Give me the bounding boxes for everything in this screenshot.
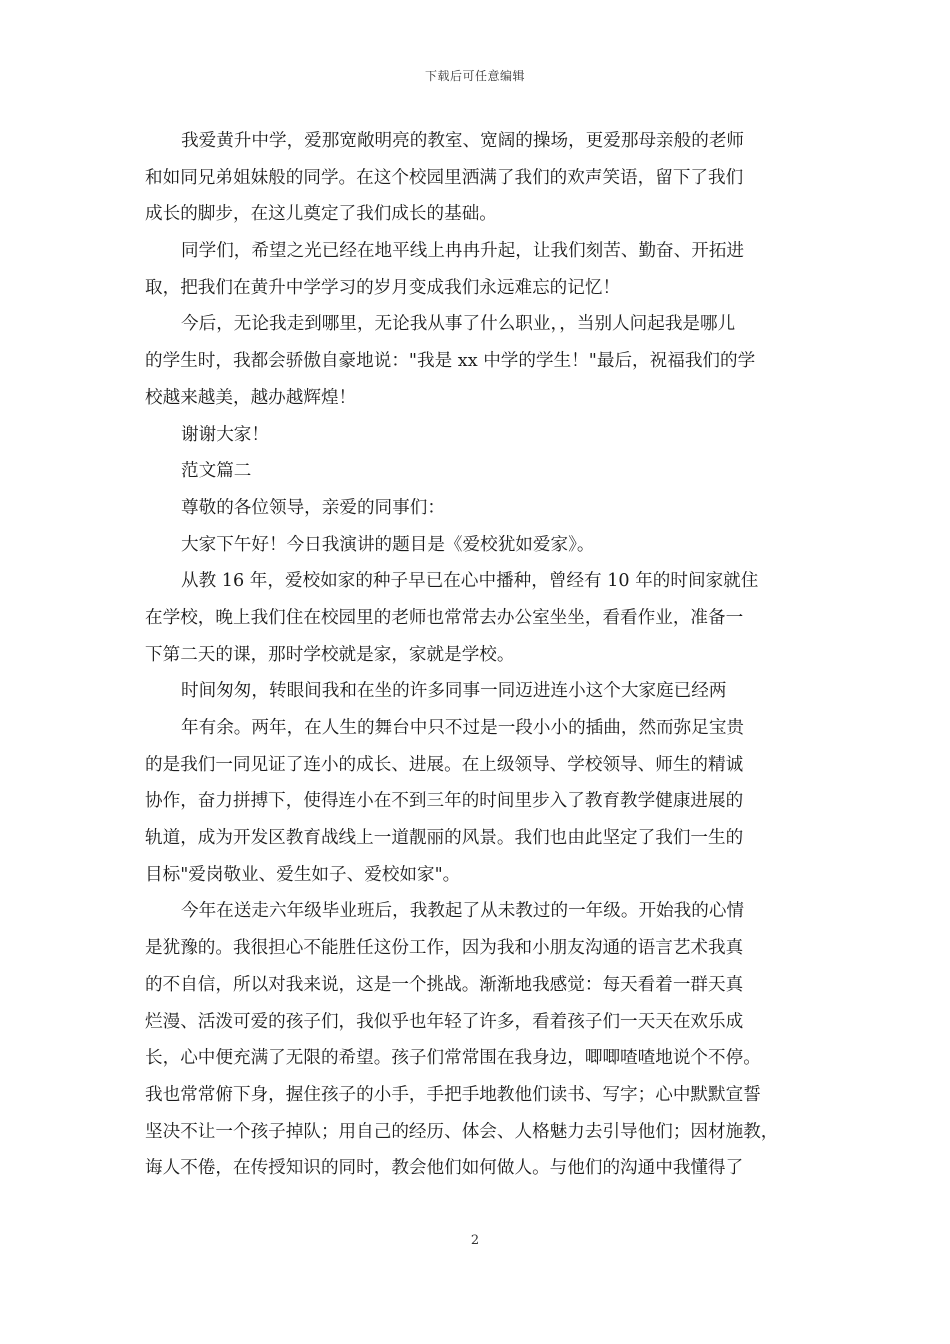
text-line: 下第二天的课，那时学校就是家，家就是学校。 bbox=[145, 644, 515, 665]
text-line: 协作，奋力拼搏下，使得连小在不到三年的时间里步入了教育教学健康进展的 bbox=[145, 791, 744, 812]
text-line: 的不自信，所以对我来说，这是一个挑战。渐渐地我感觉：每天看着一群天真 bbox=[145, 974, 744, 995]
page-number: 2 bbox=[470, 1233, 480, 1248]
text-line: 在学校，晚上我们住在校园里的老师也常常去办公室坐坐，看看作业，准备一 bbox=[145, 607, 744, 628]
text-line: 谢谢大家！ bbox=[181, 424, 269, 445]
text-line: 诲人不倦，在传授知识的同时，教会他们如何做人。与他们的沟通中我懂得了 bbox=[145, 1158, 744, 1179]
text-line: 的学生时，我都会骄傲自豪地说："我是 xx 中学的学生！"最后，祝福我们的学 bbox=[145, 351, 756, 372]
text-line: 年有余。两年，在人生的舞台中只不过是一段小小的插曲，然而弥足宝贵 bbox=[181, 718, 745, 738]
text-line: 是犹豫的。我很担心不能胜任这份工作，因为我和小朋友沟通的语言艺术我真 bbox=[145, 938, 744, 959]
text-line: 我也常常俯下身，握住孩子的小手，手把手地教他们读书、写字；心中默默宣誓 bbox=[145, 1084, 761, 1105]
text-line: 成长的脚步，在这儿奠定了我们成长的基础。 bbox=[145, 204, 497, 225]
text-line: 今后，无论我走到哪里，无论我从事了什么职业，，当别人问起我是哪儿 bbox=[181, 314, 736, 335]
text-line: 轨道，成为开发区教育战线上一道靓丽的风景。我们也由此坚定了我们一生的 bbox=[145, 828, 744, 849]
page-header: 下载后可任意编辑 bbox=[424, 69, 525, 83]
text-line: 同学们，希望之光已经在地平线上冉冉升起，让我们刻苦、勤奋、开拓进 bbox=[181, 241, 745, 262]
text-line: 目标"爱岗敬业、爱生如子、爱校如家"。 bbox=[145, 864, 461, 885]
text-line: 尊敬的各位领导，亲爱的同事们： bbox=[181, 497, 445, 518]
text-line: 坚决不让一个孩子掉队；用自己的经历、体会、人格魅力去引导他们；因材施教， bbox=[145, 1121, 779, 1142]
text-line: 烂漫、活泼可爱的孩子们，我似乎也年轻了许多，看着孩子们一天天在欢乐成 bbox=[145, 1011, 744, 1032]
text-line: 长，心中便充满了无限的希望。孩子们常常围在我身边，唧唧喳喳地说个不停。 bbox=[145, 1048, 761, 1069]
text-line: 取，把我们在黄升中学学习的岁月变成我们永远难忘的记忆！ bbox=[145, 277, 621, 298]
text-line: 和如同兄弟姐妹般的同学。在这个校园里洒满了我们的欢声笑语，留下了我们 bbox=[145, 167, 744, 188]
text-line: 的是我们一同见证了连小的成长、进展。在上级领导、学校领导、师生的精诚 bbox=[145, 754, 744, 775]
text-line: 时间匆匆，转眼间我和在坐的许多同事一同迈进连小这个大家庭已经两 bbox=[181, 681, 727, 702]
text-line: 校越来越美，越办越辉煌！ bbox=[145, 387, 357, 408]
text-line: 大家下午好！今日我演讲的题目是《爱校犹如爱家》。 bbox=[181, 534, 595, 555]
text-line: 范文篇二 bbox=[181, 461, 252, 482]
text-line: 今年在送走六年级毕业班后，我教起了从未教过的一年级。开始我的心情 bbox=[181, 901, 745, 922]
text-line: 从教 16 年，爱校如家的种子早已在心中播种，曾经有 10 年的时间家就住 bbox=[181, 571, 759, 592]
document-body bbox=[145, 123, 807, 1187]
text-line: 我爱黄升中学，爱那宽敞明亮的教室、宽阔的操场，更爱那母亲般的老师 bbox=[181, 131, 745, 151]
